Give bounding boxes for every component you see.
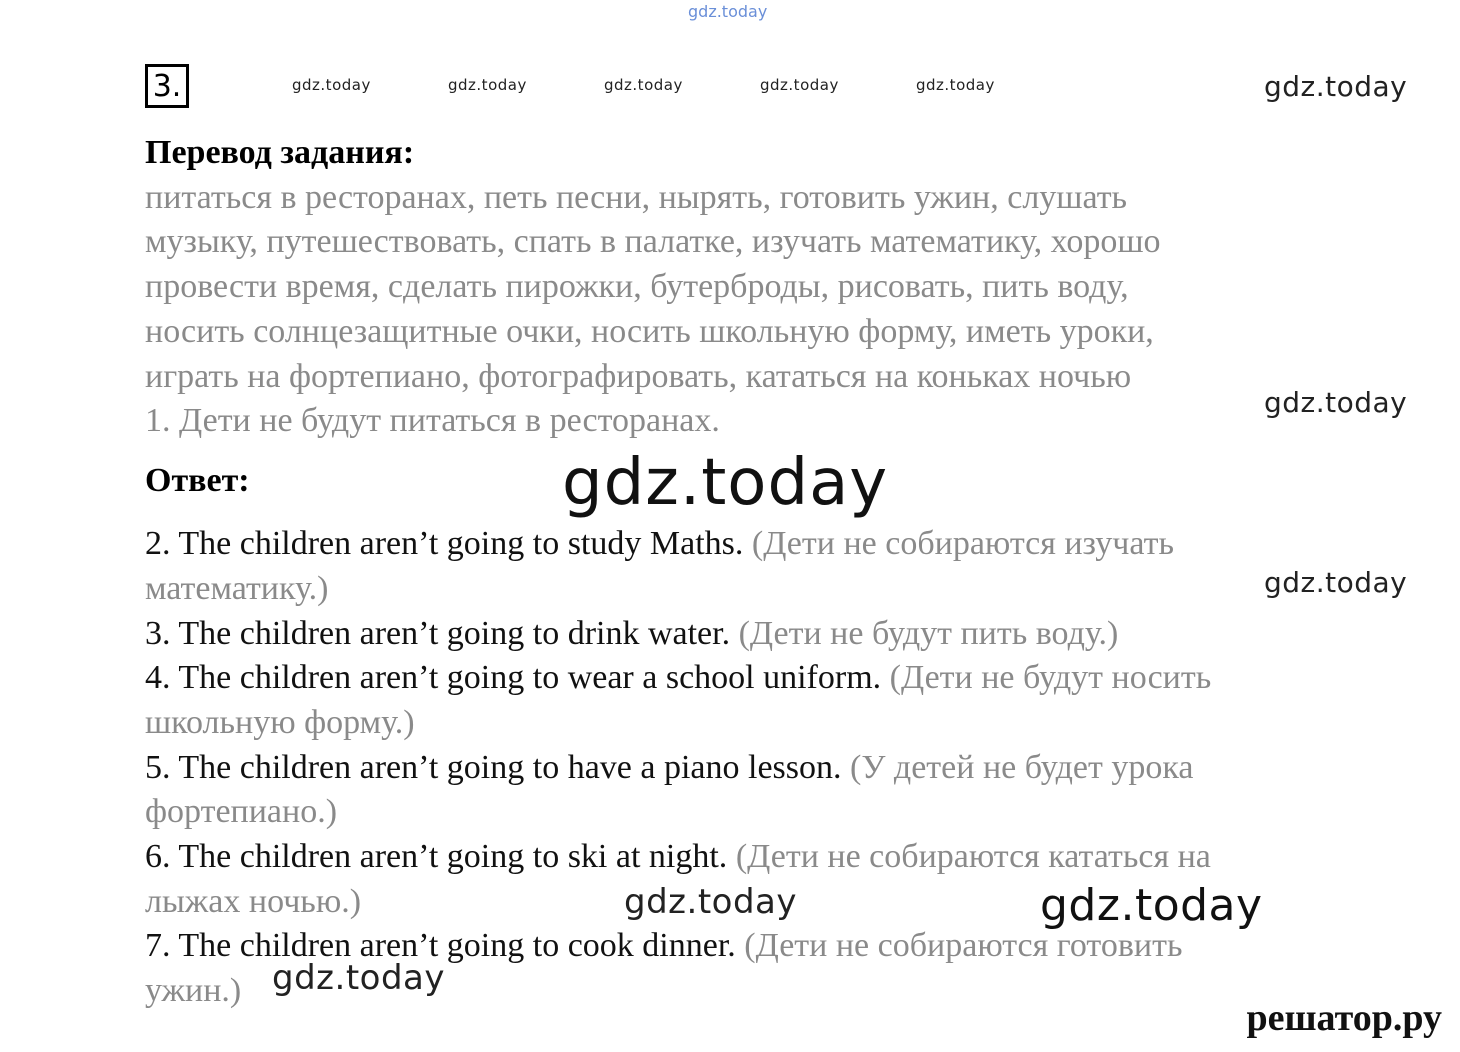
task-number: 3. xyxy=(145,64,189,108)
answer-item-5 xyxy=(145,746,1193,790)
watermark-bottom-mid: gdz.today xyxy=(624,882,797,922)
watermark-row-4: gdz.today xyxy=(760,76,839,94)
watermark-bottom-right: gdz.today xyxy=(1040,880,1263,931)
answer-item-6 xyxy=(145,835,1211,879)
answer-item-7-ru-cont: ужин.) xyxy=(145,972,242,1009)
answer-item-6-en: 6. The children aren’t going to ski at night. xyxy=(145,838,728,875)
answer-item-4-ru: (Дети не будут носить xyxy=(881,659,1212,696)
answer-item-2-ru-cont: математику.) xyxy=(145,570,329,607)
translation-line-6: 1. Дети не будут питаться в ресторанах. xyxy=(145,402,720,439)
watermark-row-2: gdz.today xyxy=(448,76,527,94)
watermark-right-1: gdz.today xyxy=(1264,70,1408,103)
answer-item-7-en: 7. The children aren’t going to cook dinner. xyxy=(145,927,736,964)
translation-heading: Перевод задания: xyxy=(145,134,415,171)
answer-item-5-ru: (У детей не будет урока xyxy=(841,749,1194,786)
translation-line-1: питаться в ресторанах, петь песни, нырять, готовить ужин, слушать xyxy=(145,179,1128,216)
answer-item-2 xyxy=(145,522,1174,566)
answer-item-4-ru-cont: школьную форму.) xyxy=(145,704,415,741)
answer-heading: Ответ: xyxy=(145,462,250,499)
translation-line-2: музыку, путешествовать, спать в палатке, изучать математику, хорошо xyxy=(145,223,1161,260)
answer-item-4-en: 4. The children aren’t going to wear a school uniform. xyxy=(145,659,882,696)
answer-item-2-en: 2. The children aren’t going to study Maths. xyxy=(145,525,744,562)
answer-item-2-ru: (Дети не собираются изучать xyxy=(743,525,1174,562)
watermark-right-2: gdz.today xyxy=(1264,386,1408,419)
watermark-row-3: gdz.today xyxy=(604,76,683,94)
translation-line-3: провести время, сделать пирожки, бутерброды, рисовать, пить воду, xyxy=(145,268,1129,305)
answer-item-3-en: 3. The children aren’t going to drink water. xyxy=(145,615,731,652)
answer-item-3-ru: (Дети не будут пить воду.) xyxy=(730,615,1119,652)
watermark-right-3: gdz.today xyxy=(1264,566,1408,599)
translation-line-4: носить солнцезащитные очки, носить школьную форму, иметь уроки, xyxy=(145,313,1154,350)
answer-item-3 xyxy=(145,612,1118,656)
watermark-center-big: gdz.today xyxy=(562,446,889,520)
answer-item-7-ru: (Дети не собираются готовить xyxy=(735,927,1183,964)
answer-item-6-ru-cont: лыжах ночью.) xyxy=(145,883,362,920)
answer-item-4 xyxy=(145,656,1211,700)
answer-item-5-ru-cont: фортепиано.) xyxy=(145,793,338,830)
answer-item-6-ru: (Дети не собираются кататься на xyxy=(727,838,1211,875)
watermark-top: gdz.today xyxy=(688,2,768,21)
translation-line-5: играть на фортепиано, фотографировать, кататься на коньках ночью xyxy=(145,358,1132,395)
watermark-bottom-left: gdz.today xyxy=(272,958,445,998)
watermark-row-5: gdz.today xyxy=(916,76,995,94)
answer-item-5-en: 5. The children aren’t going to have a piano lesson. xyxy=(145,749,842,786)
watermark-row-1: gdz.today xyxy=(292,76,371,94)
brand-logo-text: решатор.ру xyxy=(1246,997,1442,1039)
